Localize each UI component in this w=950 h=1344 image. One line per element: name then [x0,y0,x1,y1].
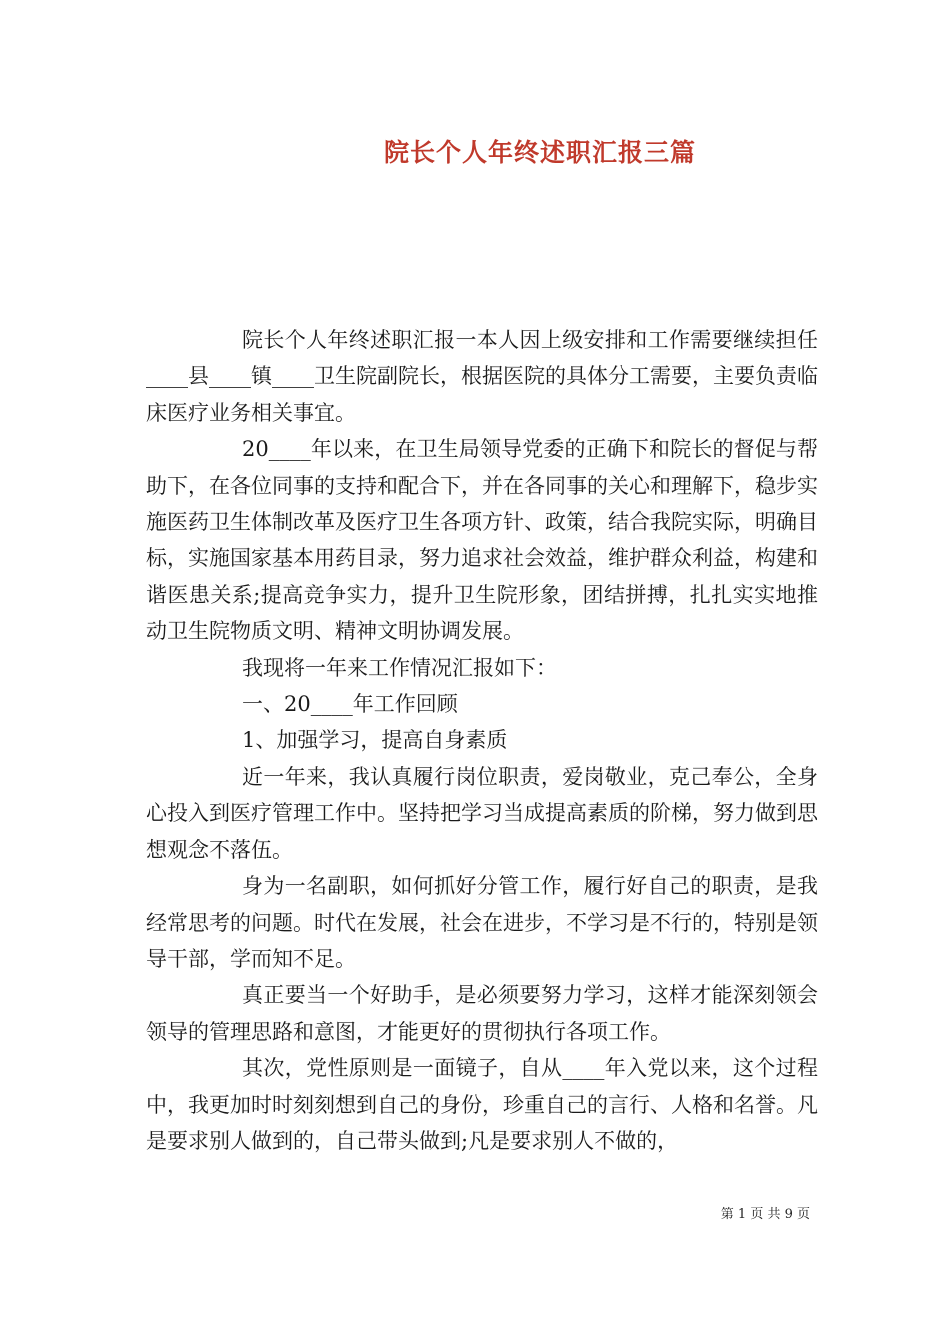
paragraph: 其次，党性原则是一面镜子，自从____年入党以来，这个过程中，我更加时时刻刻想到自己的身份，珍重自己的言行、人格和名誉。凡是要求别人做到的，自己带头做到;凡是要求别人不做的， [146,1056,818,1153]
paragraph: 近一年来，我认真履行岗位职责，爱岗敬业，克己奉公，全身心投入到医疗管理工作中。坚持把学习当成提高素质的阶梯，努力做到思想观念不落伍。 [146,764,818,862]
subsection-heading: 1、加强学习，提高自身素质 [242,728,508,753]
document-body [146,322,818,1159]
page-number: 第 1 页 共 9 页 [720,1207,810,1222]
paragraph: 院长个人年终述职汇报一本人因上级安排和工作需要继续担任____县____镇____卫生院副院长，根据医院的具体分工需要，主要负责临床医疗业务相关事宜。 [146,328,818,425]
paragraph: 身为一名副职，如何抓好分管工作，履行好自己的职责，是我经常思考的问题。时代在发展，社会在进步，不学习是不行的，特别是领导干部，学而知不足。 [146,874,818,971]
document-title: 院长个人年终述职汇报三篇 [383,138,696,167]
paragraph: 真正要当一个好助手，是必须要努力学习，这样才能深刻领会领导的管理思路和意图，才能更好的贯彻执行各项工作。 [146,983,818,1044]
paragraph: 20____年以来，在卫生局领导党委的正确下和院长的督促与帮助下，在各位同事的支持和配合下，并在各同事的关心和理解下，稳步实施医药卫生体制改革及医疗卫生各项方针、政策，结合我院实际，明确目标，实施国家基本用药目录，努力追求社会效益，维护群众利益，构建和谐医患关系;提高竞争实力，提升卫生院形象，团结拼搏，扎扎实实地推动卫生院物质文明、精神文明协调发展。 [146,437,818,644]
section-heading: 一、20____年工作回顾 [242,692,458,717]
paragraph: 我现将一年来工作情况汇报如下： [242,655,557,680]
